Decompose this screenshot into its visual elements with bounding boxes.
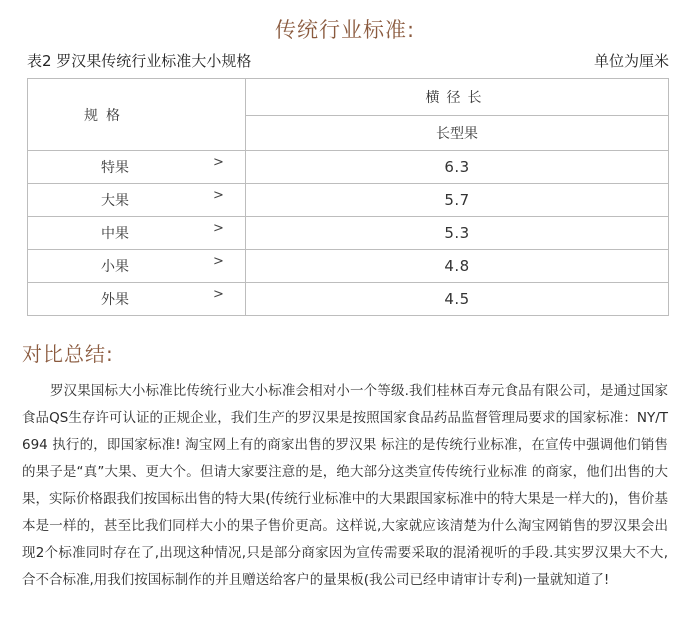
row-name-cell bbox=[28, 217, 246, 250]
header-long-fruit: 长型果 bbox=[246, 116, 669, 151]
row-name-cell bbox=[28, 250, 246, 283]
row-value: 5.7 bbox=[246, 184, 669, 217]
row-name: 中果 bbox=[101, 226, 129, 242]
row-name-cell bbox=[28, 184, 246, 217]
table-caption: 表2 罗汉果传统行业标准大小规格 bbox=[27, 52, 252, 70]
summary-title: 对比总结: bbox=[22, 342, 114, 366]
row-name: 大果 bbox=[101, 193, 129, 209]
row-name: 特果 bbox=[101, 160, 129, 176]
greater-than-marker: > bbox=[213, 221, 224, 236]
greater-than-marker: > bbox=[213, 188, 224, 203]
table-caption-row bbox=[27, 50, 669, 72]
header-diameter: 横径长 bbox=[246, 79, 669, 116]
table-row bbox=[28, 250, 669, 283]
table-row bbox=[28, 184, 669, 217]
table-row bbox=[28, 151, 669, 184]
unit-label: 单位为厘米 bbox=[593, 52, 669, 70]
greater-than-marker: > bbox=[213, 254, 224, 269]
table-row bbox=[28, 217, 669, 250]
row-value: 6.3 bbox=[246, 151, 669, 184]
row-name: 外果 bbox=[101, 292, 129, 308]
table-row bbox=[28, 283, 669, 316]
row-value: 5.3 bbox=[246, 217, 669, 250]
header-spec: 规格 bbox=[28, 79, 246, 151]
spec-table bbox=[27, 78, 669, 316]
row-value: 4.8 bbox=[246, 250, 669, 283]
table-header-row bbox=[28, 79, 669, 116]
row-value: 4.5 bbox=[246, 283, 669, 316]
row-name-cell bbox=[28, 151, 246, 184]
row-name: 小果 bbox=[101, 259, 129, 275]
page-title: 传统行业标准: bbox=[274, 18, 416, 42]
greater-than-marker: > bbox=[213, 155, 224, 170]
summary-paragraph: 罗汉果国标大小标准比传统行业大小标准会相对小一个等级.我们桂林百寿元食品有限公司，是通过国家食品QS生存许可认证的正规企业，我们生产的罗汉果是按照国家食品药品监督管理局要求的国家标准：NY/T 694 执行的，即国家标准! 淘宝网上有的商家出售的罗汉果 标注的是传统行业标准，在宣传中强调他们销售的果子是“真”大果、更大个。但请大家要注意的是，绝大部分这类宣传传统行业标准 的商家，他们出售的大果，实际价格跟我们按国标出售的特大果(传统行业标准中的大果跟国家标准中的特大果是一样大的)，售价基本是一样的，甚至比我们同样大小的果子售价更高。这样说,大家就应该清楚为什么淘宝网销售的罗汉果会出现2个标准同时存在了,出现这种情况,只是部分商家因为宣传需要采取的混淆视听的手段.其实罗汉果大不大,合不合标准,用我们按国标制作的并且赠送给客户的量果板(我公司已经申请审计专利)一量就知道了! bbox=[22, 383, 668, 588]
greater-than-marker: > bbox=[213, 287, 224, 302]
row-name-cell bbox=[28, 283, 246, 316]
